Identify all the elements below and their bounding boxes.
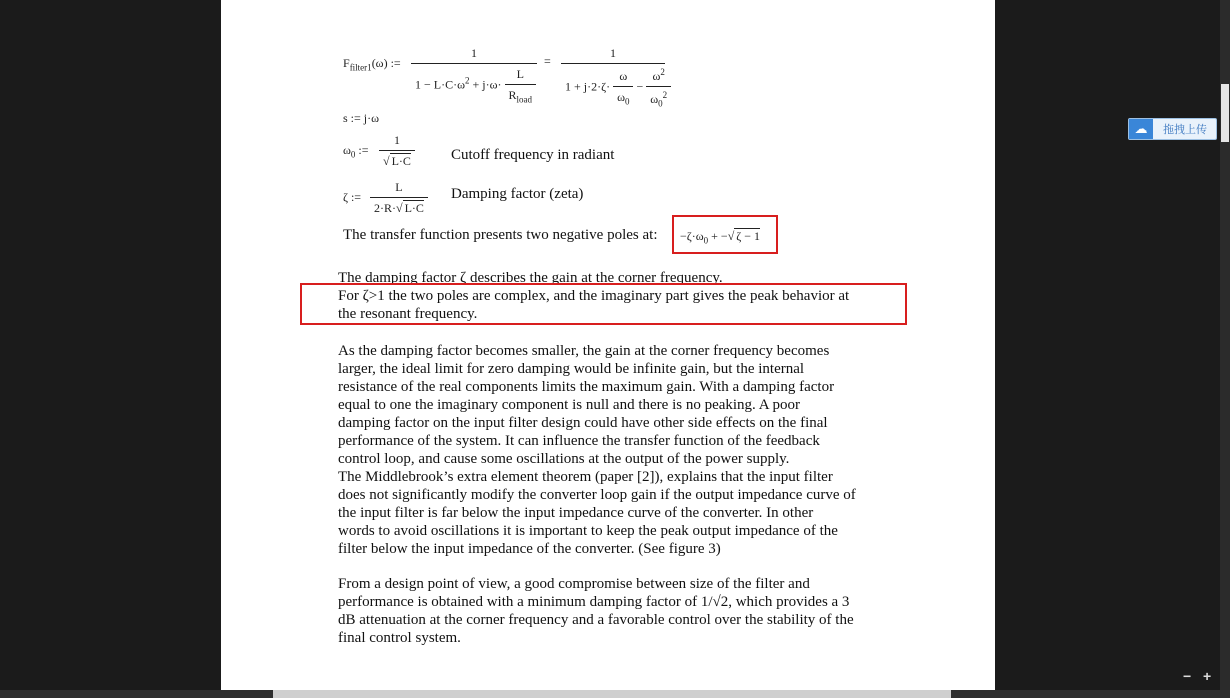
text-line: the input filter is far below the input impedance curve of the converter. In other — [338, 505, 814, 521]
zoom-out-button[interactable]: − — [1183, 668, 1192, 684]
text-line: performance of the system. It can influence the transfer function of the feedback — [338, 433, 820, 449]
text-line: does not significantly modify the converter loop gain if the output impedance curve of — [338, 487, 856, 503]
text-line: final control system. — [338, 630, 461, 646]
text-line: larger, the ideal limit for zero damping would be infinite gain, but the internal — [338, 361, 805, 377]
text-line: resistance of the real components limits the maximum gain. With a damping factor — [338, 379, 835, 395]
upload-button[interactable] — [1128, 118, 1217, 140]
poles-label: The transfer function presents two negative poles at: — [343, 227, 658, 243]
text-line: The Middlebrook’s extra element theorem (paper [2]), explains that the input filter — [338, 469, 833, 485]
text-line: equal to one the imaginary component is null and there is no peaking. A poor — [338, 397, 800, 413]
poles-expression: $-\zeta\cdot\omega_0$ + −√ ζ − 1 — [680, 229, 761, 246]
complex-poles-highlight-box — [300, 283, 907, 325]
paragraph-design-compromise — [338, 575, 883, 647]
vertical-scroll-thumb[interactable] — [1221, 84, 1229, 142]
text-line: For ζ>1 the two poles are complex, and the imaginary part gives the peak behavior at — [338, 288, 850, 304]
upload-label: 拖拽上传 — [1163, 124, 1207, 136]
horizontal-scroll-thumb[interactable] — [273, 690, 951, 698]
cloud-icon: ☁ — [1129, 119, 1153, 139]
text-line: control loop, and cause some oscillations at the output of the power supply. — [338, 451, 790, 467]
text-line: From a design point of view, a good compromise between size of the filter and — [338, 576, 810, 592]
paragraph-damping-effects — [338, 342, 883, 558]
text-line: performance is obtained with a minimum damping factor of 1/√2, which provides a 3 — [338, 594, 850, 610]
text-line: the resonant frequency. — [338, 306, 478, 322]
zoom-in-button[interactable]: + — [1203, 668, 1212, 684]
document-page: $F_{filter1}(\omega)$ := 1 $1 - L\cdot C\cdot\omega^2 + j\cdot\omega\cdot$ $\frac{L}{R_{load}}$ = 1 1 + j·2·ζ· $\frac{\omega}{\omega_0}$ − $\frac{\omega^2}{\omega_0^2}$ s := j·ω $\omega_0$ := $\frac{1}{√ L\cdot C}$ Cutoff frequency in radiant ζ := $\frac{L}{2\cdot R\cdot√ L\cdot C}$ Damping factor (zeta) The transfer function presents two negative poles at: $-\zeta\cdot\omega_0$ + −√ ζ − 1 The damping factor ζ describes the gain at the corner frequency. For ζ>1 the two poles are complex, and the imaginary part gives the peak behavior at the resonant frequency. As the damping factor becomes smaller, the gain at the corner frequency becomes larger, the ideal limit for zero damping would be infinite gain, but the internal resistance of the real components limits the maximum gain. With a damping factor equal to one the imaginary component is null and there is no peaking. A poor damping factor on the input filter design could have other side effects on the final performance of the system. It can influence the transfer function of the feedback control loop, and cause some oscillations at the output of the power supply. The Middlebrook’s extra element theorem (paper [2]), explains that the input filter does not significantly modify the converter loop gain if the output impedance curve of the input filter is far below the input impedance curve of the converter. In other words to avoid oscillations it is important to keep the peak output impedance of the filter below the input impedance of the converter. (See figure 3) From a design point of view, a good compromise between size of the filter and performance is obtained with a minimum damping factor of 1/√2, which provides a 3 dB attenuation at the corner frequency and a favorable control over the stability of the final control system. — [221, 0, 995, 690]
s-definition: s := j·ω — [343, 111, 379, 125]
text-line: dB attenuation at the corner frequency and a favorable control over the stability of the — [338, 612, 854, 628]
damping-label: Damping factor (zeta) — [451, 186, 584, 202]
text-line: As the damping factor becomes smaller, the gain at the corner frequency becomes — [338, 343, 830, 359]
text-line: words to avoid oscillations it is important to keep the peak output impedance of the — [338, 523, 838, 539]
text-line: filter below the input impedance of the converter. (See figure 3) — [338, 541, 721, 557]
text-line: damping factor on the input filter design could have other side effects on the final — [338, 415, 828, 431]
text-line: The damping factor ζ describes the gain at the corner frequency. — [338, 270, 723, 286]
cutoff-label: Cutoff frequency in radiant — [451, 147, 615, 163]
